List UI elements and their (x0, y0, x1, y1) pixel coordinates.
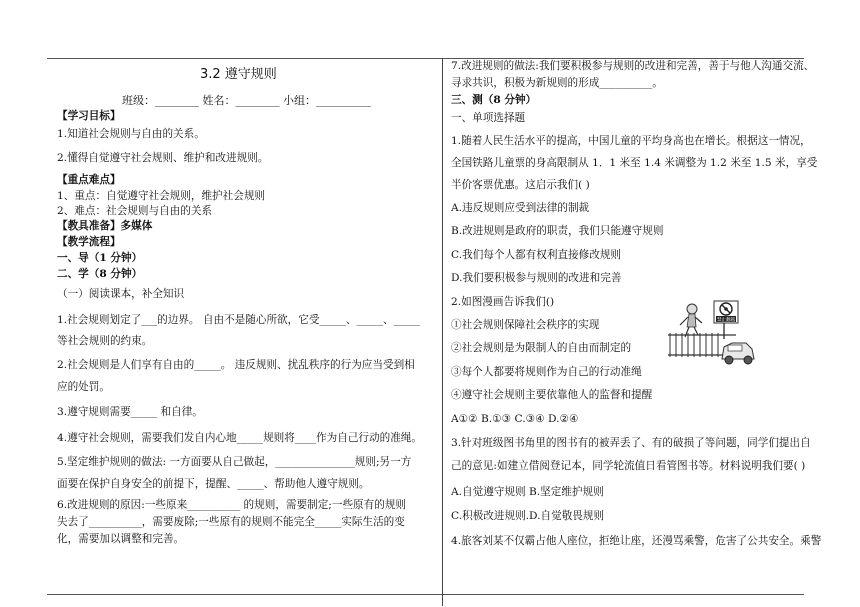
q1-line-3: 半价客票优惠。这启示我们( ) (451, 179, 590, 191)
fill-7-line-1: 7.改进规则的做法:我们要积极参与规则的改进和完善，善于与他人沟通交流、 (451, 60, 815, 72)
fill-2-line-1: 2.社会规则是人们享有自由的_____。 违反规则、扰乱秩序的行为应当受到相 (57, 359, 415, 371)
section-key-points: 【重点难点】 (57, 174, 121, 186)
student-info-line: 班级：________ 姓名：________ 小组：__________ (122, 94, 371, 107)
section-process: 【教学流程】 (57, 236, 121, 248)
q1-line-1: 1.随着人民生活水平的提高，中国儿童的平均身高也在增长。根据这一情况， (451, 135, 811, 147)
q2-stem: 2.如图漫画告诉我们() (451, 296, 555, 308)
fill-5-line-2: 面要在保护自身安全的前提下，提醒、_____、帮助他人遵守规则。 (57, 478, 370, 490)
q3-options-ab: A.自觉遵守规则 B.坚定维护规则 (451, 486, 604, 498)
fill-6-line-3: 化，需要加以调整和完善。 (57, 533, 185, 545)
climbing-person-icon (680, 304, 702, 337)
fill-1-line-1: 1.社会规则划定了___的边界。 自由不是随心所欲，它受_____、_____、_____ (57, 314, 421, 326)
page-title: 3.2 遵守规则 (200, 67, 277, 82)
car-icon (722, 343, 754, 364)
q1-option-c: C.我们每个人都有权利直接修改规则 (451, 249, 622, 261)
fill-3: 3.遵守规则需要_____ 和自律。 (57, 406, 203, 418)
step-intro: 一、导（1 分钟） (57, 252, 143, 264)
q1-line-2: 全国铁路儿童票的身高限制从 1．1 米至 1.4 米调整为 1.2 米至 1.5 米，享受 (451, 157, 818, 169)
key-point-1: 1、重点：自觉遵守社会规则，维护社会规则 (57, 190, 266, 202)
q3-line-2: 己的意见:如建立借阅登记本，同学轮流值日看管图书等。材料说明我们要( ) (451, 460, 806, 472)
section-single-choice: 一、单项选择题 (451, 112, 526, 124)
column-divider (442, 58, 443, 606)
fill-4: 4.遵守社会规则，需要我们发自内心地_____规则将____作为自己行动的准绳。 (57, 432, 422, 444)
q3-line-1: 3.针对班级图书角里的图书有的被弄丢了、有的破损了等问题，同学们提出自 (451, 437, 811, 449)
fill-6-line-2: 失去了__________，需要废除;一些原有的规则不能完全_____实际生活的变 (57, 516, 405, 528)
q4-line-1: 4.旅客刘某不仅霸占他人座位，拒绝让座，还漫骂乘警，危害了公共安全。乘警 (451, 535, 822, 547)
q1-option-d: D.我们要积极参与规则的改进和完善 (451, 272, 622, 284)
q1-option-b: B.改进规则是政府的职责，我们只能遵守规则 (451, 225, 664, 237)
subsection-read: （一）阅读课本，补全知识 (57, 288, 185, 300)
cartoon-illustration (666, 299, 756, 369)
q2-statement-2: ②社会规则是为限制人的自由而制定的 (451, 342, 632, 354)
fill-5-line-1: 5.坚定维护规则的做法: 一方面要从自己做起，_______________规则;另一方 (57, 456, 412, 468)
section-materials: 【教具准备】多媒体 (57, 220, 153, 232)
fill-6-line-1: 6.改进规则的原因:一些原来__________ 的规则，需要制定;一些原有的规则 (57, 499, 407, 511)
fill-2-line-2: 应的处罚。 (57, 381, 110, 393)
q2-statement-4: ④遵守社会规则主要依靠他人的监督和提醒 (451, 389, 653, 401)
sign-text: 禁止翻越 (717, 318, 735, 323)
step-test: 三、测（8 分钟） (451, 94, 537, 106)
section-learning-goals: 【学习目标】 (57, 110, 121, 122)
q1-option-a: A.违反规则应受到法律的制裁 (451, 202, 590, 214)
goal-2: 2.懂得自觉遵守社会规则、维护和改进规则。 (57, 152, 269, 164)
fill-7-line-2: 寻求共识，积极为新规则的形成__________。 (451, 77, 663, 89)
step-learn: 二、学（8 分钟） (57, 268, 143, 280)
q2-options: A①② B.①③ C.③④ D.②④ (451, 413, 579, 425)
q2-statement-1: ①社会规则保障社会秩序的实现 (451, 319, 600, 331)
goal-1: 1.知道社会规则与自由的关系。 (57, 128, 205, 140)
fill-1-line-2: 等社会规则的约束。 (57, 335, 153, 347)
q2-statement-3: ③每个人都要将规则作为自己的行动准绳 (451, 366, 642, 378)
key-point-2: 2、难点：社会规则与自由的关系 (57, 205, 213, 217)
q3-options-cd: C.积极改进规则.D.自觉敬畏规则 (451, 510, 605, 522)
